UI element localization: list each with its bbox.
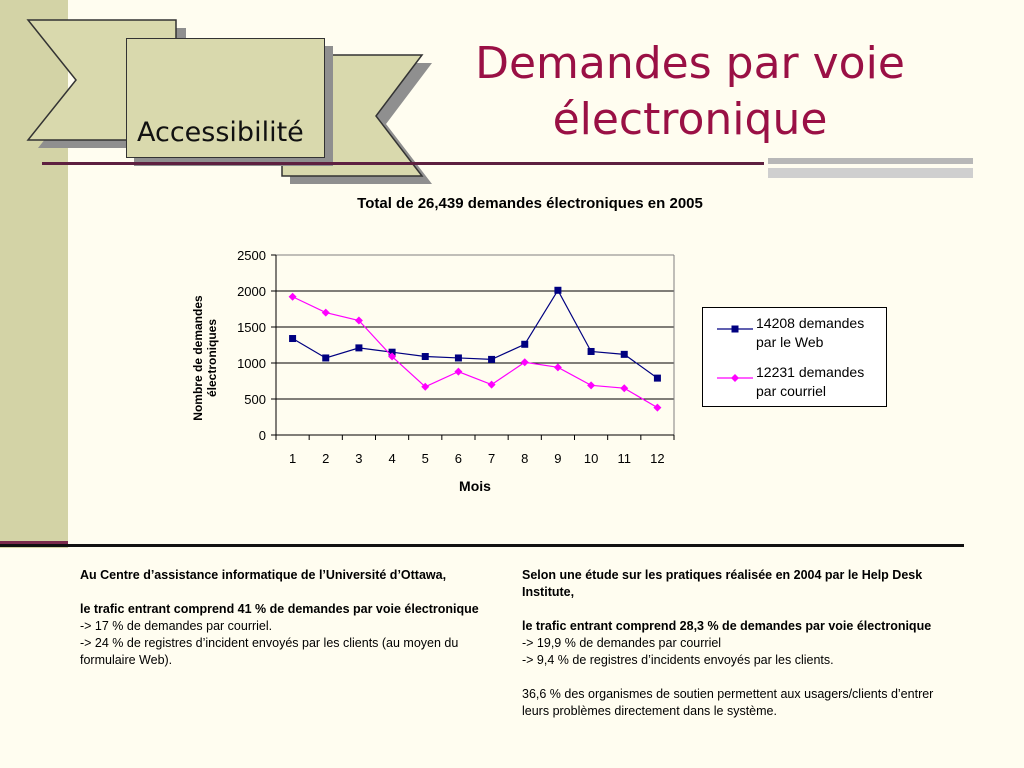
data-point-web [554,287,561,294]
legend-swatch-courriel [715,370,755,386]
right-closing: 36,6 % des organismes de soutien permettent aux usagers/clients d’entrer leurs problèmes directement dans le système. [522,687,934,718]
x-tick-label: 7 [487,451,496,466]
legend-label-web: 14208 demandes par le Web [756,315,865,350]
data-point-courriel [587,381,595,389]
x-tick-label: 5 [421,451,429,466]
y-tick-label: 2000 [237,284,266,299]
x-tick-label: 4 [388,451,396,466]
data-point-web [588,348,595,355]
chart-title: Total de 26,439 demandes électroniques en 2005 [357,195,703,212]
x-tick-label: 2 [322,451,330,466]
data-point-web [621,351,628,358]
page-title: Demandes par voie électronique [475,38,905,145]
text-column-right [522,567,952,720]
data-point-courriel [620,384,628,392]
data-point-courriel [289,293,297,301]
right-bullet-2: -> 9,4 % de registres d’incidents envoyés par les clients. [522,653,834,667]
legend-item-web [703,314,888,354]
y-tick-label: 2500 [237,248,266,263]
right-heading: Selon une étude sur les pratiques réalisée en 2004 par le Help Desk Institute, [522,568,923,599]
data-point-web [422,353,429,360]
middle-divider [0,544,964,547]
data-point-web [654,375,661,382]
series-line-1 [293,290,658,378]
data-point-courriel [488,381,496,389]
chart-y-axis-label: Nombre de demandes électroniques [191,295,219,421]
x-tick-label: 3 [355,451,363,466]
data-point-web [521,341,528,348]
text-column-left [80,567,500,669]
chart-legend [702,307,887,407]
left-bullet-2: -> 24 % de registres d’incident envoyés par les clients (au moyen du formulaire Web). [80,636,459,667]
x-tick-label: 1 [288,451,297,466]
left-lead: le trafic entrant comprend 41 % de demandes par voie électronique [80,602,479,616]
data-point-courriel [521,358,529,366]
section-label: Accessibilité [137,117,304,148]
y-tick-label: 500 [244,392,266,407]
data-point-web [322,354,329,361]
data-point-courriel [454,368,462,376]
right-bullet-1: -> 19,9 % de demandes par courriel [522,636,722,650]
chart-x-axis-label: Mois [459,478,491,494]
left-bullet-1: -> 17 % de demandes par courriel. [80,619,273,633]
x-tick-label: 9 [554,451,562,466]
legend-swatch-web [715,321,755,337]
y-tick-label: 1500 [237,320,266,335]
legend-label-courriel: 12231 demandes par courriel [756,364,865,399]
x-tick-label: 8 [521,451,529,466]
x-tick-label: 12 [650,451,665,466]
data-point-courriel [653,404,661,412]
data-point-web [289,335,296,342]
y-tick-label: 0 [258,428,266,443]
x-tick-label: 10 [583,451,599,466]
legend-item-courriel [703,363,888,403]
data-point-courriel [322,309,330,317]
y-tick-label: 1000 [237,356,266,371]
data-point-courriel [554,363,562,371]
x-tick-label: 11 [617,451,631,466]
data-point-web [455,354,462,361]
right-lead: le trafic entrant comprend 28,3 % de demandes par voie électronique [522,619,932,633]
left-heading: Au Centre d’assistance informatique de l’Université d’Ottawa, [80,568,447,582]
data-point-web [355,344,362,351]
x-tick-label: 6 [454,451,463,466]
data-point-web [488,356,495,363]
